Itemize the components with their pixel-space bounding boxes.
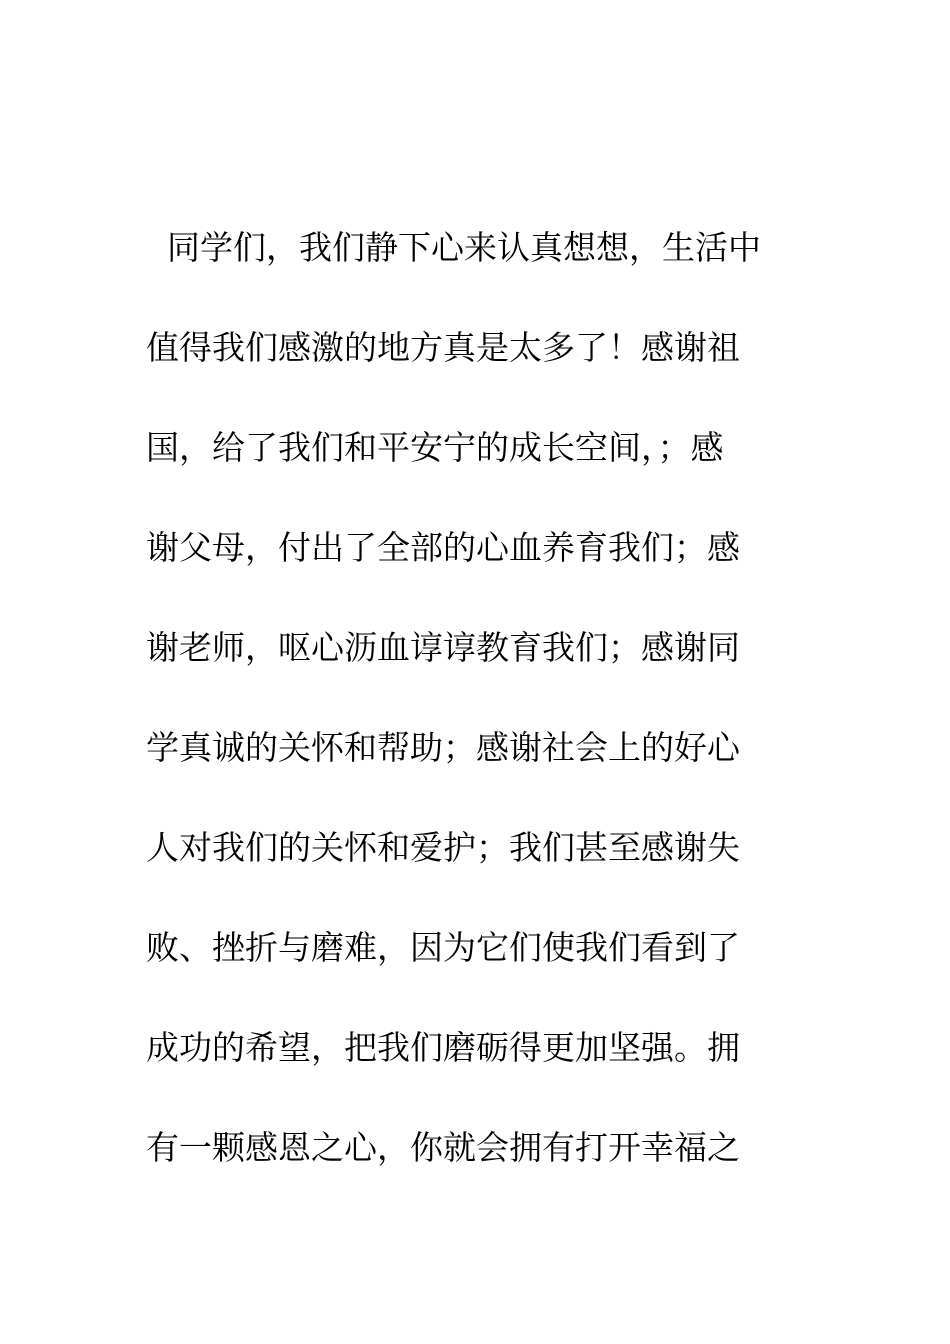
text-line: 谢老师，呕心沥血谆谆教育我们；感谢同 — [146, 628, 740, 667]
text-line: 谢父母，付出了全部的心血养育我们；感 — [146, 528, 740, 567]
text-line: 国，给了我们和平安宁的成长空间，；感 — [146, 428, 724, 467]
text-line: 学真诚的关怀和帮助；感谢社会上的好心 — [146, 728, 740, 767]
text-line: 同学们，我们静下心来认真想想，生活中 — [146, 228, 761, 267]
text-line: 值得我们感激的地方真是太多了！感谢祖 — [146, 328, 740, 367]
text-line: 成功的希望，把我们磨砺得更加坚强。拥 — [146, 1028, 740, 1067]
text-line: 有一颗感恩之心，你就会拥有打开幸福之 — [146, 1128, 740, 1167]
text-line: 人对我们的关怀和爱护；我们甚至感谢失 — [146, 828, 740, 867]
text-line: 败、挫折与磨难，因为它们使我们看到了 — [146, 928, 740, 967]
body-paragraph — [146, 218, 826, 1218]
